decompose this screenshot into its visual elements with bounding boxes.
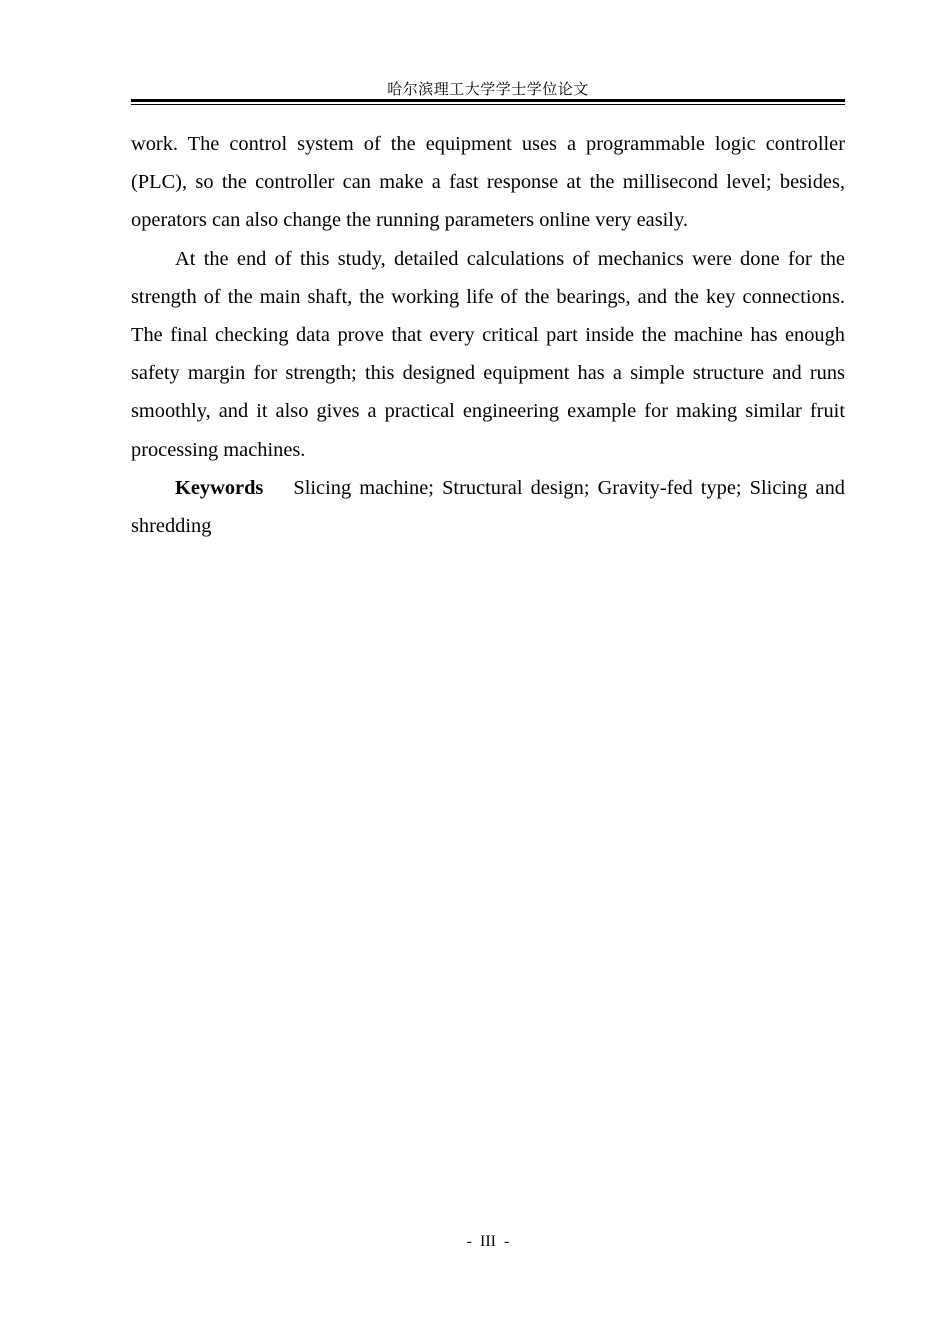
header-rule-thin [131, 104, 845, 105]
keywords-paragraph [131, 469, 845, 545]
keywords-text: Slicing machine; Structural design; Gravity-fed type; Slicing and shredding [131, 476, 845, 538]
running-header-title: 哈尔滨理工大学学士学位论文 [387, 80, 589, 98]
page-number: - III - [466, 1233, 510, 1250]
paragraph-conclusion: At the end of this study, detailed calculations of mechanics were done for the strength of the main shaft, the working life of the bearings, and the key connections. The final checking data prove that every critical part inside the machine has enough safety margin for strength; this designed equipment has a simple structure and runs smoothly, and it also gives a practical engineering example for making similar fruit processing machines. [131, 247, 845, 461]
paragraph-continuation: work. The control system of the equipment uses a programmable logic controller (PLC), so the controller can make a fast response at the millisecond level; besides, operators can also change the running parameters online very easily. [131, 133, 845, 232]
header-rule-thick [131, 99, 845, 102]
keywords-label: Keywords [175, 476, 264, 499]
abstract-body [131, 125, 845, 545]
